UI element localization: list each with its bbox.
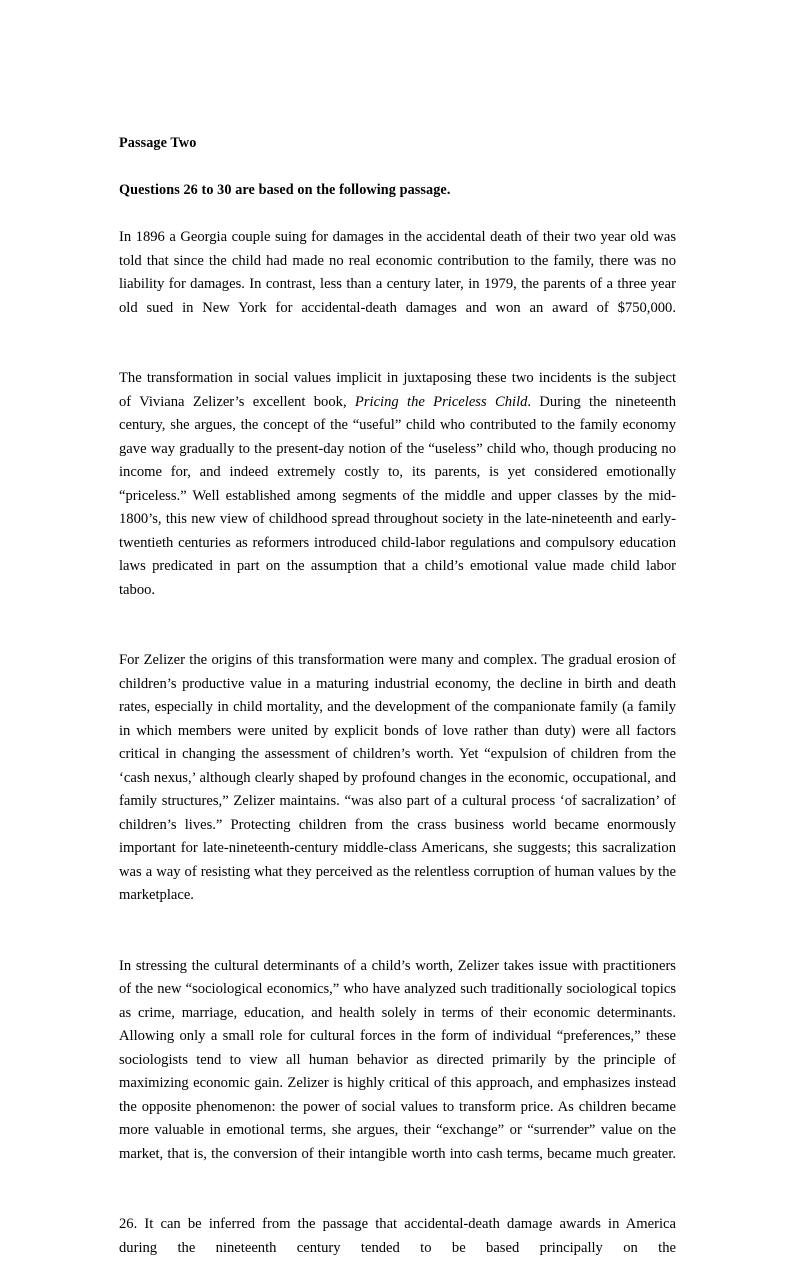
question-26: 26. It can be inferred from the passage that accidental-death damage awards in America during the nineteenth century tended to be based principally on the: [119, 1216, 676, 1256]
paragraph-3: For Zelizer the origins of this transformation were many and complex. The gradual erosion of children’s productive value in a maturing industrial economy, the decline in birth and death rates, especially in child mortality, and the development of the companionate family (a family in which members were united by explicit bonds of love rather than duty) were all factors critical in changing the assessment of children’s worth. Yet “expulsion of children from the ‘cash nexus,’ although clearly shaped by profound changes in the economic, occupational, and family structures,” Zelizer maintains. “was also part of a cultural process ‘of sacralization’ of children’s lives.” Protecting children from the crass business world became enormously important for late-nineteenth-century middle-class Americans, she suggests; this sacralization was a way of resisting what they perceived as the relentless corruption of human values by the marketplace.: [119, 652, 676, 903]
paragraph-2-text-after-title: . During the nineteenth century, she argues, the concept of the “useful” child who contributed to the family economy gave way gradually to the present-day notion of the “useless” child who, though producing no income for, and indeed extremely costly to, its parents, is yet considered emotionally “priceless.” Well established among segments of the middle and upper classes by the mid-1800’s, this new view of childhood spread throughout society in the late-nineteenth and early-twentieth centuries as reformers introduced child-labor regulations and compulsory education laws predicated in part on the assumption that a child’s emotional value made child labor taboo.: [119, 393, 676, 598]
paragraph-2: [119, 367, 676, 626]
spacer: [119, 203, 676, 227]
paragraph-4: In stressing the cultural determinants of a child’s worth, Zelizer takes issue with practitioners of the new “sociological economics,” who have analyzed such traditionally sociological topics as crime, marriage, education, and health solely in terms of their economic determinants. Allowing only a small role for cultural forces in the form of individual “preferences,” these sociologists tend to view all human behavior as directed primarily by the principle of maximizing economic gain. Zelizer is highly critical of this approach, and emphasizes instead the opposite phenomenon: the power of social values to transform price. As children became more valuable in emotional terms, she argues, their “exchange” or “surrender” value on the market, that is, the conversion of their intangible worth into cash terms, became much greater.: [119, 957, 676, 1162]
paragraph-1: In 1896 a Georgia couple suing for damages in the accidental death of their two year old was told that since the child had made no real economic contribution to the family, there was no liability for damages. In contrast, less than a century later, in 1979, the parents of a three year old sued in New York for accidental-death damages and won an award of $750,000.: [119, 229, 676, 316]
spacer: [119, 931, 676, 955]
document-page: [119, 132, 676, 1284]
book-title: Pricing the Priceless Child: [354, 393, 528, 410]
passage-label: Passage Two: [119, 135, 197, 151]
spacer: [119, 344, 676, 368]
questions-header: Questions 26 to 30 are based on the following passage.: [119, 182, 451, 198]
spacer: [119, 1190, 676, 1214]
spacer: [119, 156, 676, 180]
spacer: [119, 626, 676, 650]
paragraph-2-text-before-title: The transformation in social values implicit in juxtaposing these two incidents is the subject of Viviana Zelizer’s excellent book,: [119, 370, 676, 410]
